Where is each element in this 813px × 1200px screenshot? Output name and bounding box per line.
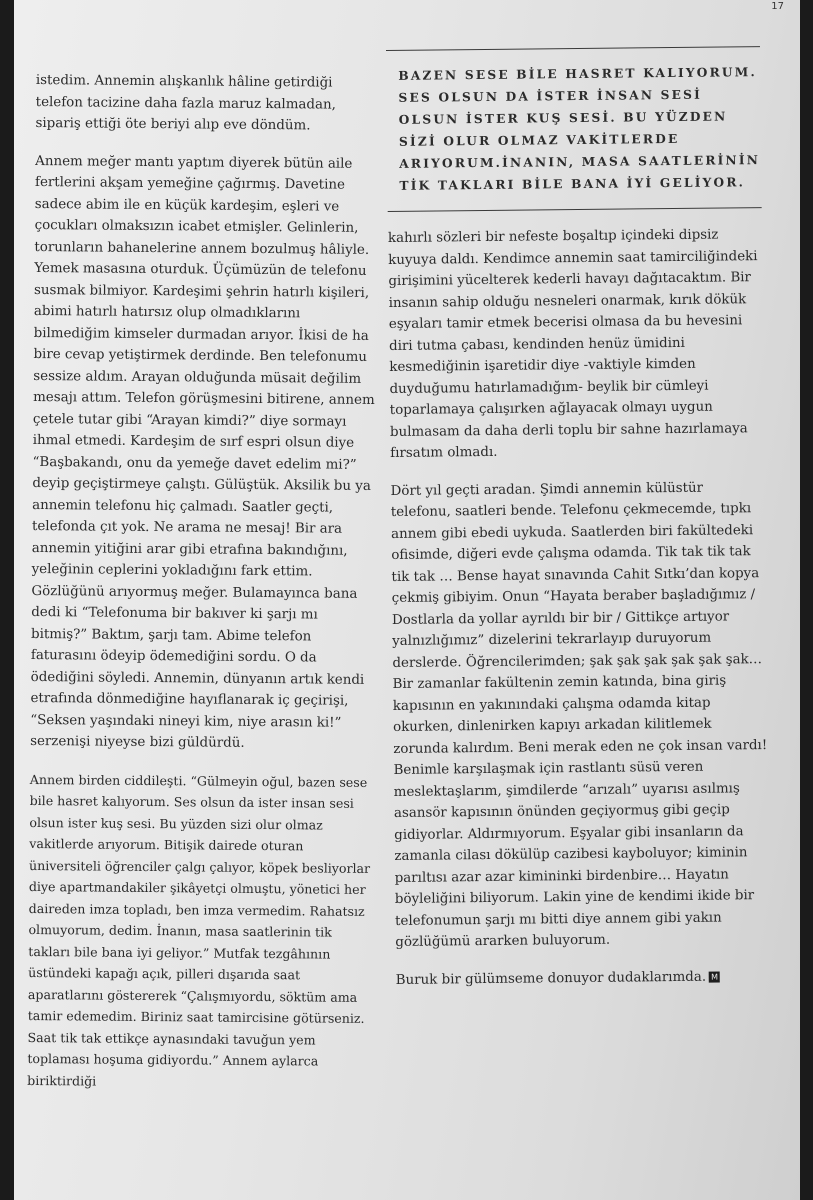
book-page bbox=[14, 0, 800, 1200]
end-of-article-mark: M bbox=[709, 971, 720, 982]
pull-quote-text: BAZEN SESE BİLE HASRET KALIYORUM. SES OLSUN DA İSTER İNSAN SESİ OLSUN İSTER KUŞ SESİ. BU YÜZDEN SİZİ OLUR OLMAZ VAKİTLERDE ARIYORUM.İNANIN, MASA SAATLERİNİN TİK TAKLARI BİLE BANA İYİ GELİYOR. bbox=[398, 65, 761, 193]
right-paragraph-1: kahırlı sözleri bir nefeste boşaltıp içindeki dipsiz kuyuya daldı. Kendimce annemin saat tamirciliğindeki girişimini yücelterek kederli havayı dağıtacaktım. Bir insanın sahip olduğu nesneleri onarmak, kırık dökük eşyaları tamir etmek becerisi olmasa da bu hevesini diri tutma çabası, kendinden henüz ümidini kesmediğinin işaretidir diye -vaktiyle kimden duyduğumu hatırlamadığım- beylik bir cümleyi toparlamaya çalışırken ağlayacak olmayı uygun bulmasam da daha derli toplu bir sahne hazırlamaya fırsatım olmadı. bbox=[387, 227, 758, 461]
closing-text: Buruk bir gülümseme donuyor dudaklarımda. bbox=[395, 969, 707, 988]
left-paragraph-2: Annem meğer mantı yaptım diyerek bütün aile fertlerini akşam yemeğine çağırmış. Davetine sadece abim ile en küçük kardeşim, eşleri ve çocukları olmaksızın icabet etmişler. Gelinlerin, torunların bahanelerine annem bozulmuş hâliyle. Yemek masasına oturduk. Üçümüzün de telefonu susmak bilmiyor. Kardeşimi şehrin hatırlı kişileri, abimi hatırlı hatırsız olup olmadıklarını bilmediğim kimseler durmadan arıyor. İkisi de ha bire cevap yetiştirmek derdinde. Ben telefonumu sessize aldım. Arayan olduğunda müsait değilim mesajı attım. Telefon görüşmesini bitirene, annem çetele tutar gibi “Arayan kimdi?” diye sormayı ihmal etmedi. Kardeşim de sırf espri olsun diye “Başbakandı, onu da yemeğe davet edelim mi?” deyip geçiştirmeye çalıştı. Gülüştük. Aksilik bu ya annemin telefonu hiç çalmadı. Saatler geçti, telefonda çıt yok. Ne arama ne mesaj! Bir ara annemin yitiğini arar gibi etrafına bakındığını, yeleğinin ceplerini yokladığını fark ettim. Gözlüğünü arıyormuş meğer. Bulamayınca bana dedi ki “Telefonuma bir bakıver ki şarjı mı bitmiş?” Baktım, şarjı tam. Abime telefon faturasını ödeyip ödemediğini sordu. O da ödediğini söyledi. Annemin, dünyanın artık kendi etrafında dönmediğine hayıflanarak iç geçirişi, “Seksen yaşındaki nineyi kim, niye arasın ki!” serzenişi niyeyse bizi güldürdü. bbox=[30, 153, 375, 751]
left-paragraph-1: istedim. Annemin alışkanlık hâline getirdiği telefon tacizine daha fazla maruz kalmadan, sipariş ettiği öte beriyi alıp eve döndüm. bbox=[35, 72, 336, 134]
page-number: 17 bbox=[771, 1, 784, 12]
right-paragraph-3 bbox=[396, 966, 770, 991]
left-column bbox=[27, 70, 382, 1110]
right-column bbox=[386, 46, 770, 1007]
pull-quote bbox=[386, 46, 762, 212]
left-paragraph-3: Annem birden ciddileşti. “Gülmeyin oğul, bazen sese bile hasret kalıyorum. Ses olsun da ister insan sesi olsun ister kuş sesi. Bu yüzden sizi olur olmaz vakitlerde arıyorum. Bitişik dairede oturan üniversiteli öğrenciler çalgı çalıyor, köpek besliyorlar diye apartmandakiler şikâyetçi olmuştu, yönetici her daireden imza topladı, ben imza vermedim. Rahatsız olmuyorum, dedim. İnanın, masa saatlerinin tik takları bile bana iyi geliyor.” Mutfak tezgâhının üstündeki kapağı açık, pilleri dışarıda saat aparatlarını göstererek “Çalışmıyordu, söktüm ama tamir edemedim. Biriniz saat tamircisine götürseniz. Saat tik tak ettikçe aynasındaki tavuğun yem toplaması hoşuma gidiyordu.” Annem aylarca biriktirdiği bbox=[27, 771, 371, 1089]
right-paragraph-2: Dört yıl geçti aradan. Şimdi annemin külüstür telefonu, saatleri bende. Telefonu çekmecemde, tıpkı annem gibi ebedi uykuda. Saatlerden biri fakültedeki ofisimde, diğeri evde çalışma odamda. Tik tak tik tak tik tak … Bense hayat sınavında Cahit Sıtkı’dan kopya çekmiş gibiyim. Onun “Hayata beraber başladığımız / Dostlarla da yollar ayrıldı bir bir / Gittikçe artıyor yalnızlığımız” dizelerini tekrarlayıp duruyorum derslerde. Öğrencilerimden; şak şak şak şak şak şak… Bir zamanlar fakültenin zemin katında, bina giriş kapısının en yakınındaki çalışma odamda kitap okurken, dinlenirken kapıyı arkadan kilitlemek zorunda kalırdım. Beni merak eden ne çok insan vardı! Benimle karşılaşmak için rastlantı süsü veren meslektaşlarım, şimdilerde “arızalı” uyarısı asılmış asansör kapısının önünden geçiyormuş gibi geçip gidiyorlar. Aldırmıyorum. Eşyalar gibi insanların da zamanla cilası dökülüp cazibesi kayboluyor; kiminin parıltısı azar azar kimininki birdenbire… Hayatın böyleliğini biliyorum. Lakin yine de kendimi ikide bir telefonumun şarjı mı bitti diye annem gibi yakın gözlüğümü ararken buluyorum. bbox=[390, 480, 768, 950]
